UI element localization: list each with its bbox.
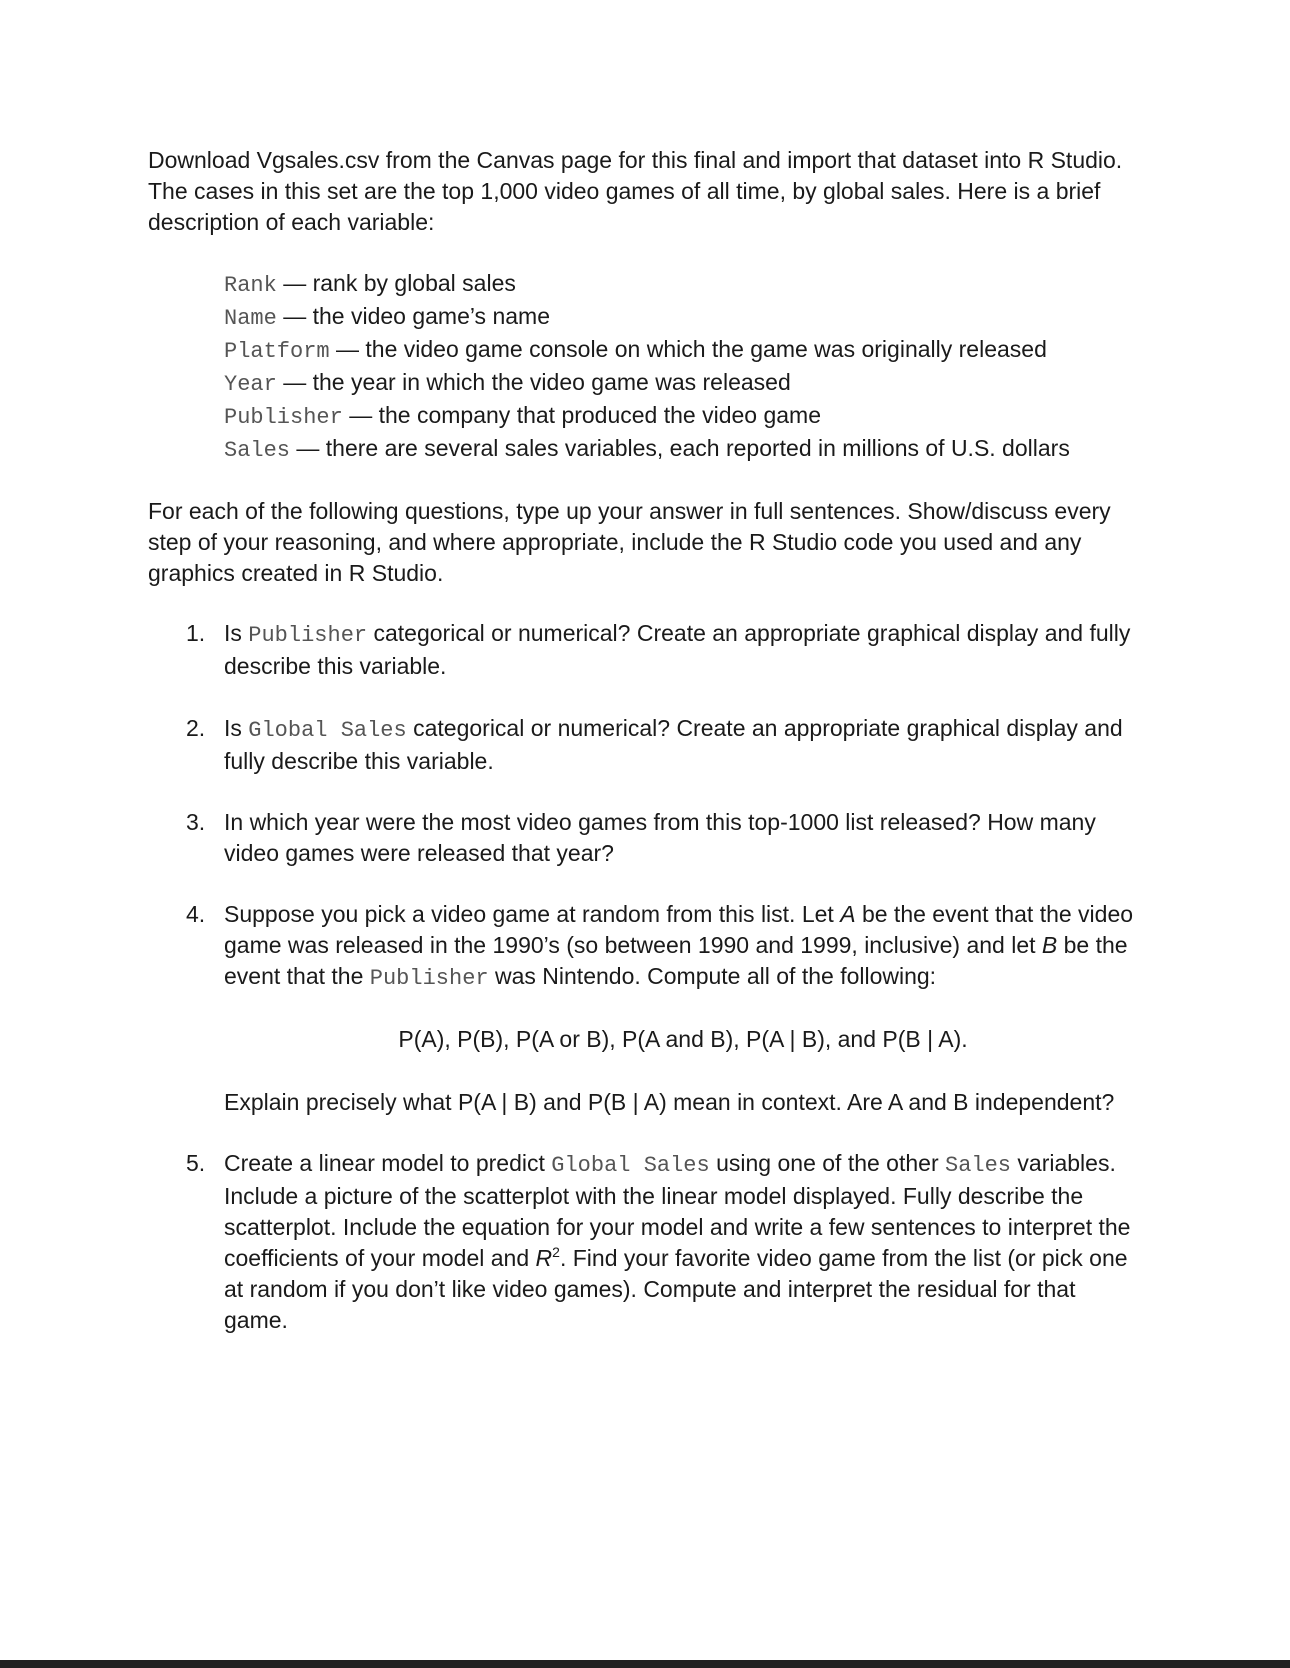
variable-name: Name (224, 306, 277, 331)
instructions-paragraph: For each of the following questions, type up your answer in full sentences. Show/discuss every step of your reasoning, and where appropriate, include the R Studio code you used and any graphics created in R Studio. (148, 498, 1111, 586)
dash-separator: — (290, 435, 326, 461)
r-squared-symbol: R (535, 1245, 553, 1271)
question-number: 3. (186, 809, 206, 835)
variable-description: the company that produced the video game (378, 402, 822, 428)
variable-description: the video game console on which the game was originally released (365, 336, 1047, 362)
dash-separator: — (342, 402, 379, 428)
text-run: categorical or numerical? Create an appropriate graphical display and fully describe this variable. (224, 620, 1131, 679)
variable-description: there are several sales variables, each reported in millions of U.S. dollars (325, 435, 1070, 461)
question-text (224, 1148, 1144, 1336)
text-run: using one of the other (709, 1150, 945, 1176)
code-global-sales: Global Sales (248, 718, 407, 743)
code-global-sales: Global Sales (551, 1153, 710, 1178)
text-run: . Find your favorite video game from the list (or pick one at random if you don’t like video games). Compute and interpret the residual for that game. (224, 1245, 1128, 1333)
question-number: 1. (186, 620, 206, 646)
variable-row-sales (224, 432, 1184, 465)
variable-name: Sales (224, 438, 291, 463)
code-publisher: Publisher (369, 966, 489, 991)
variable-name: Rank (224, 273, 277, 298)
question-text (224, 618, 1144, 682)
text-run: Create a linear model to predict (224, 1150, 552, 1176)
text-run: Is (224, 715, 249, 741)
question-4-explain: Explain precisely what P(A | B) and P(B | A) mean in context. Are A and B independent? (224, 1089, 1115, 1115)
code-sales: Sales (945, 1153, 1012, 1178)
probability-formula: P(A), P(B), P(A or B), P(A and B), P(A | B), and P(B | A). (398, 1026, 968, 1052)
variable-row-name (224, 300, 1184, 333)
bottom-border (0, 1660, 1290, 1668)
question-text: In which year were the most video games from this top-1000 list released? How many video games were released that year? (224, 809, 1096, 866)
code-publisher: Publisher (248, 623, 368, 648)
r-squared-exponent: 2 (552, 1244, 560, 1260)
question-text (224, 713, 1144, 777)
dash-separator: — (276, 369, 313, 395)
event-a: A (840, 901, 856, 927)
text-run: Suppose you pick a video game at random from this list. Let (224, 901, 841, 927)
variable-list (224, 267, 1184, 465)
text-run: Is (224, 620, 249, 646)
variable-row-rank (224, 267, 1184, 300)
variable-description: rank by global sales (312, 270, 516, 296)
question-number: 4. (186, 901, 206, 927)
intro-paragraph: Download Vgsales.csv from the Canvas page for this final and import that dataset into R Studio. The cases in this set are the top 1,000 video games of all time, by global sales. Here is a brief description of each variable: (148, 147, 1123, 235)
variable-row-platform (224, 333, 1184, 366)
variable-name: Platform (224, 339, 330, 364)
text-run: categorical or numerical? Create an appropriate graphical display and fully describe this variable. (224, 715, 1123, 774)
dash-separator: — (329, 336, 366, 362)
text-run: be the event that the (224, 932, 1128, 989)
question-number: 5. (186, 1150, 206, 1176)
variable-description: the year in which the video game was released (312, 369, 791, 395)
variable-name: Year (224, 372, 277, 397)
question-text (224, 899, 1144, 994)
text-run: variables. Include a picture of the scatterplot with the linear model displayed. Fully describe the scatterplot. Include the equation for your model and write a few sentences to interpret the coefficients of your model and (224, 1150, 1131, 1271)
event-b: B (1041, 932, 1058, 958)
dash-separator: — (276, 270, 313, 296)
variable-description: the video game’s name (312, 303, 550, 329)
variable-row-year (224, 366, 1184, 399)
text-run: was Nintendo. Compute all of the following: (488, 963, 937, 989)
variable-row-publisher (224, 399, 1184, 432)
text-run: be the event that the video game was released in the 1990’s (so between 1990 and 1999, inclusive) and let (224, 901, 1134, 958)
dash-separator: — (276, 303, 313, 329)
question-number: 2. (186, 715, 206, 741)
variable-name: Publisher (224, 405, 343, 430)
